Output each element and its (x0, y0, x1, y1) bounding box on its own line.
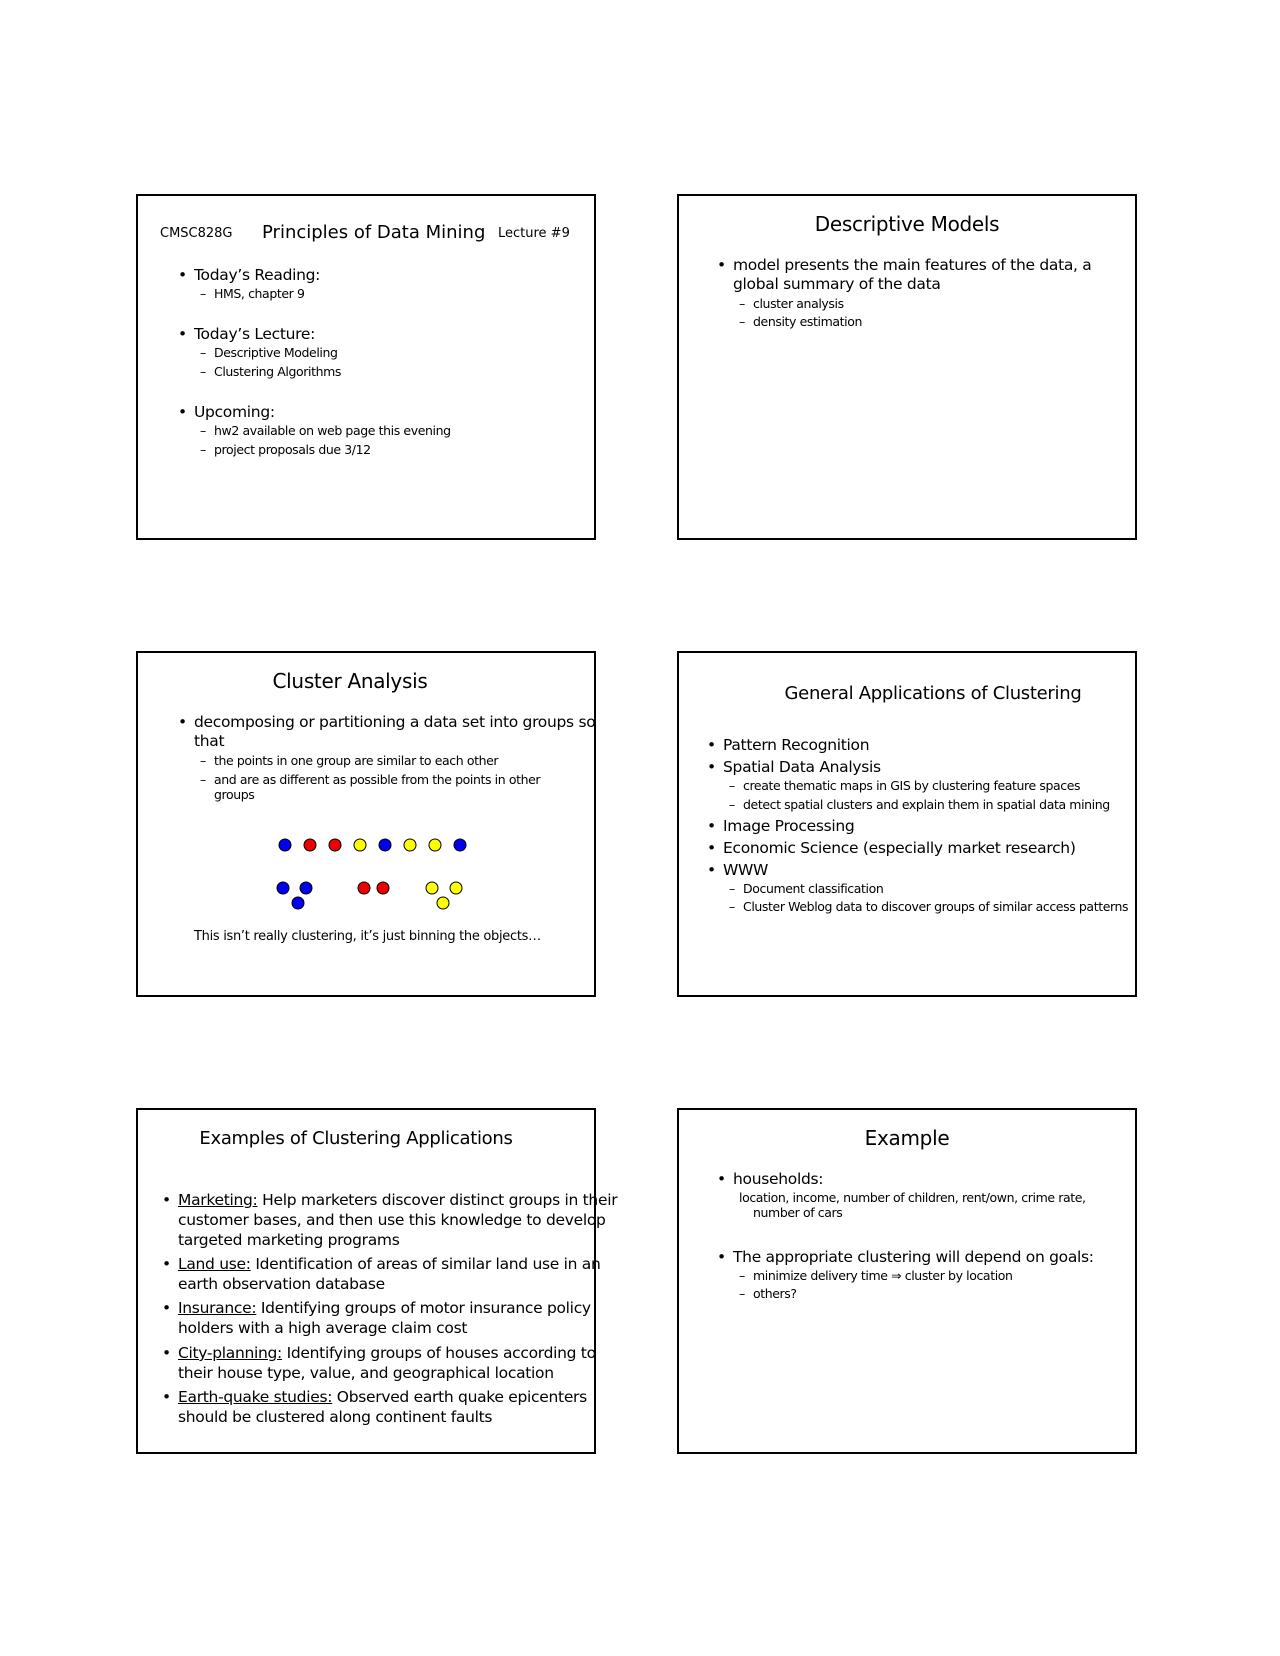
dot-red (358, 882, 370, 894)
bullet-goals: • The appropriate clustering will depend on goals: (717, 1248, 1094, 1266)
sub-item: – Descriptive Modeling (200, 345, 338, 360)
slide-general-applications (677, 651, 1137, 997)
dot-yellow (354, 839, 366, 851)
slide-title: Descriptive Models (814, 212, 1000, 236)
example-insurance: • Insurance: Identifying groups of motor insurance policy holders with a high average claim cost (162, 1299, 591, 1337)
sub-item: – project proposals due 3/12 (200, 442, 371, 457)
slide-descriptive-models (677, 194, 1137, 540)
slide-examples-of-clustering-applications (136, 1108, 618, 1454)
dot-red (304, 839, 316, 851)
dot-yellow (426, 882, 438, 894)
dot-yellow (437, 897, 449, 909)
bullet-lecture: • Today’s Lecture: (178, 325, 316, 343)
slide-title: Example (864, 1126, 950, 1150)
example-city-planning: • City-planning: Identifying groups of houses according to their house type, value, and geographical location (162, 1344, 596, 1382)
dot-yellow (404, 839, 416, 851)
dot-blue (279, 839, 291, 851)
slide-cluster-analysis (136, 651, 596, 997)
bullet-upcoming: • Upcoming: (178, 403, 275, 421)
bullet-households: • households: (717, 1170, 824, 1188)
bullet: • Spatial Data Analysis (707, 758, 881, 776)
bullet-decomposing: • decomposing or partitioning a data set into groups so that (178, 713, 596, 750)
sub-item: – cluster analysis (739, 296, 844, 311)
sub-item: – density estimation (739, 314, 862, 329)
slide-title: Examples of Clustering Applications (199, 1128, 513, 1149)
slide-title: General Applications of Clustering (784, 683, 1082, 704)
bullet-model: • model presents the main features of the data, a global summary of the data (717, 256, 1092, 293)
dot-red (377, 882, 389, 894)
dot-red (329, 839, 341, 851)
bullet: • WWW (707, 861, 769, 879)
sub-item: – Cluster Weblog data to discover groups of similar access patterns (729, 899, 1129, 914)
sub-item: – create thematic maps in GIS by clustering feature spaces (729, 778, 1081, 793)
dot-blue (379, 839, 391, 851)
lecture-number: Lecture #9 (498, 226, 570, 241)
dot-yellow (450, 882, 462, 894)
bullet: • Image Processing (707, 817, 855, 835)
household-attributes: location, income, number of children, rent/own, crime rate, number of cars (739, 1190, 1086, 1220)
dot-blue (277, 882, 289, 894)
sub-item: – detect spatial clusters and explain them in spatial data mining (729, 797, 1110, 812)
sub-item: – others? (739, 1286, 797, 1301)
sub-item: – the points in one group are similar to each other (200, 753, 499, 768)
bullet-reading: • Today’s Reading: (178, 266, 321, 284)
slide-title: Cluster Analysis (272, 669, 428, 693)
sub-item: – Clustering Algorithms (200, 364, 342, 379)
binning-note: This isn’t really clustering, it’s just binning the objects… (194, 929, 541, 944)
bullet: • Pattern Recognition (707, 736, 870, 754)
sub-item: – minimize delivery time ⇒ cluster by location (739, 1268, 1013, 1283)
dot-yellow (429, 839, 441, 851)
slide-title: Principles of Data Mining (262, 222, 486, 243)
course-code: CMSC828G (160, 226, 233, 241)
example-earth-quake: • Earth-quake studies: Observed earth quake epicenters should be clustered along continent faults (162, 1388, 587, 1426)
dot-blue (292, 897, 304, 909)
sub-item: – hw2 available on web page this evening (200, 423, 451, 438)
slide-principles-of-data-mining (136, 194, 596, 540)
slide-example (677, 1108, 1137, 1454)
dot-blue (454, 839, 466, 851)
example-marketing: • Marketing: Help marketers discover distinct groups in their customer bases, and then use this knowledge to develop targeted marketing programs (162, 1191, 618, 1249)
example-land-use: • Land use: Identification of areas of similar land use in an earth observation database (162, 1255, 601, 1293)
sub-item: – and are as different as possible from the points in other groups (200, 772, 541, 802)
sub-item: – HMS, chapter 9 (200, 286, 305, 301)
dot-blue (300, 882, 312, 894)
sub-item: – Document classification (729, 881, 884, 896)
bullet: • Economic Science (especially market research) (707, 839, 1076, 857)
